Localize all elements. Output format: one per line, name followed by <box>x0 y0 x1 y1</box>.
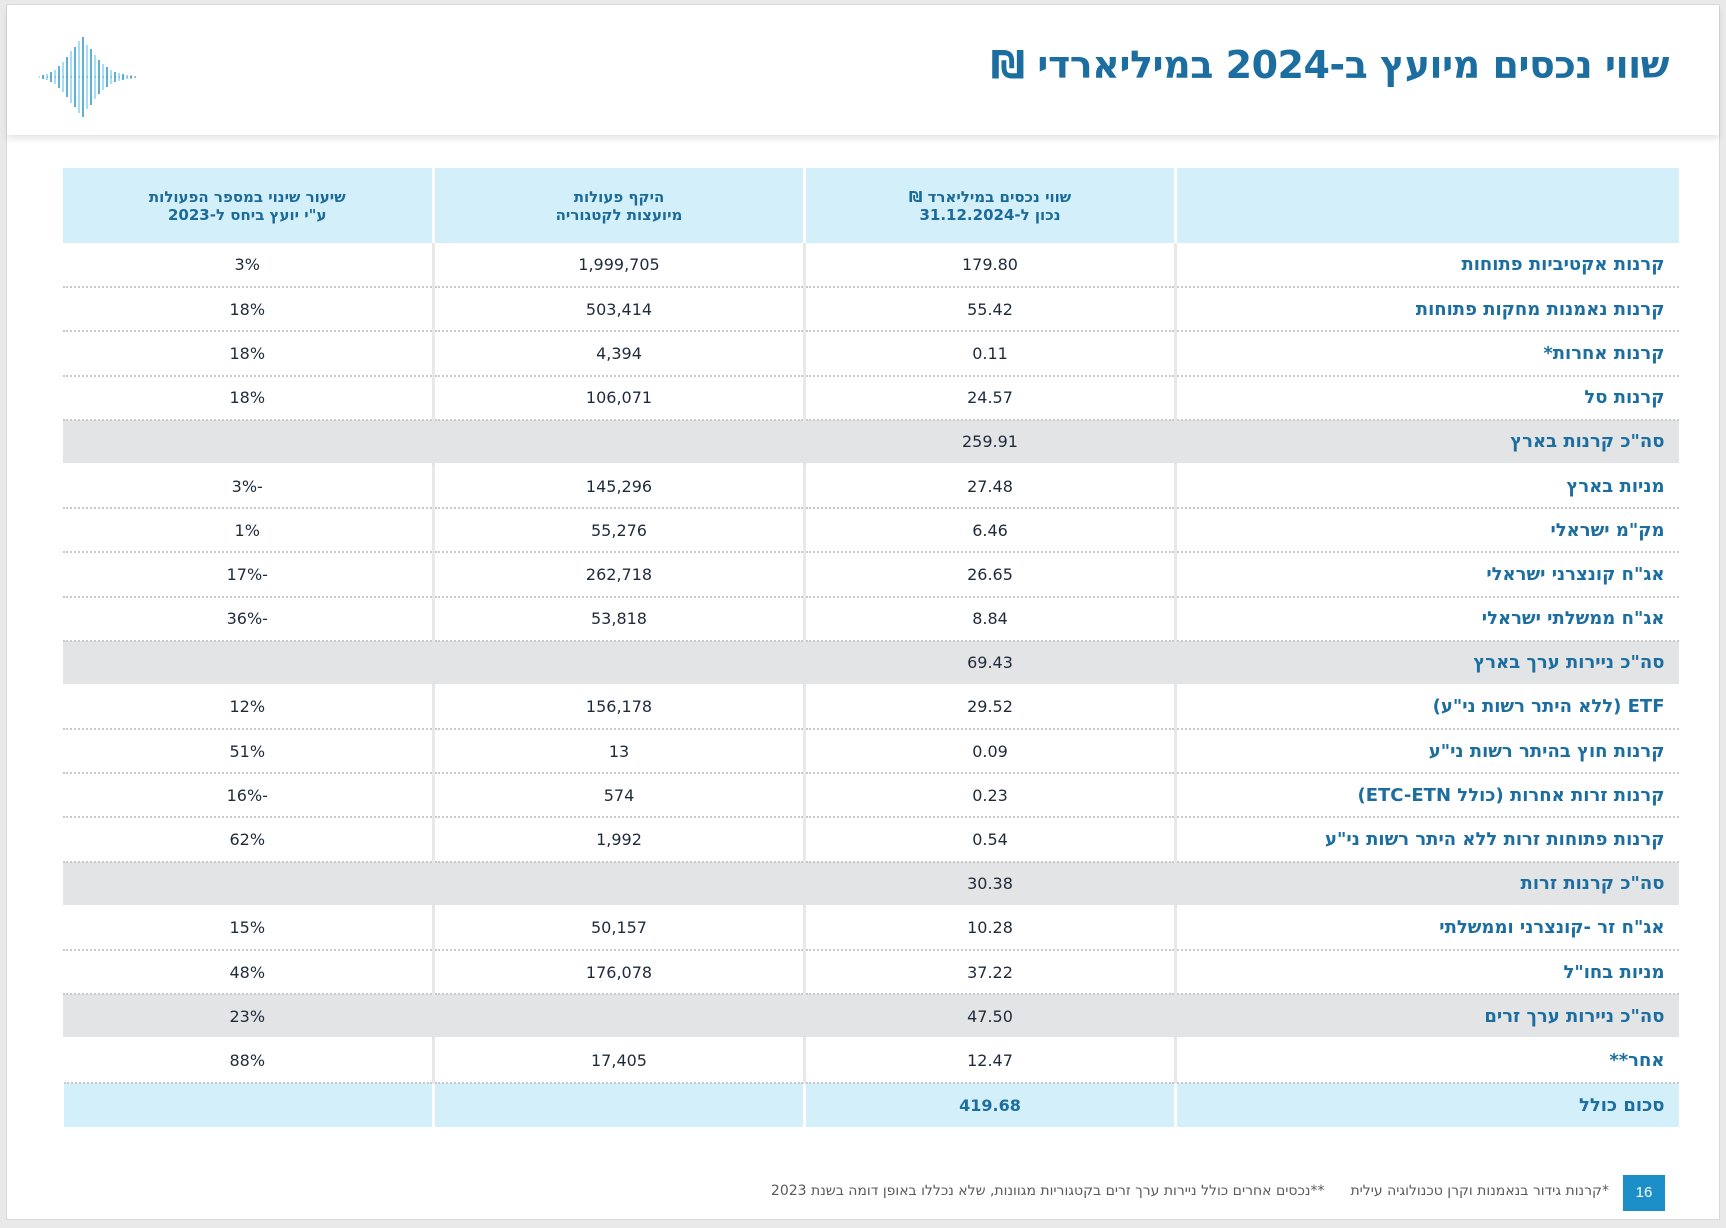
table-row <box>63 817 1679 861</box>
change-rate-cell: -3% <box>63 464 434 508</box>
change-rate-cell: 51% <box>63 729 434 773</box>
change-rate-cell: -36% <box>63 597 434 641</box>
category-cell: סה"כ קרנות בארץ <box>1176 420 1679 464</box>
change-rate-cell: 12% <box>63 685 434 729</box>
header-operations-volume <box>434 168 805 243</box>
asset-value-cell: 47.50 <box>805 994 1176 1038</box>
table-row <box>63 331 1679 375</box>
header-asset-value-line2: נכון ל-31.12.2024 <box>919 205 1061 224</box>
operations-cell: 574 <box>434 773 805 817</box>
table-row <box>63 243 1679 287</box>
change-rate-cell: 1% <box>63 508 434 552</box>
category-cell: ETF (ללא היתר רשות ני"ע) <box>1176 685 1679 729</box>
category-cell: מניות בארץ <box>1176 464 1679 508</box>
slide-header <box>7 5 1719 135</box>
category-cell: מניות בחו"ל <box>1176 950 1679 994</box>
asset-value-cell: 55.42 <box>805 287 1176 331</box>
change-rate-cell <box>63 862 434 906</box>
asset-value-cell: 0.09 <box>805 729 1176 773</box>
operations-cell: 50,157 <box>434 906 805 950</box>
operations-cell: 1,992 <box>434 817 805 861</box>
header-change-line2: ע"י יועץ ביחס ל-2023 <box>168 205 327 224</box>
category-cell: סכום כולל <box>1176 1083 1679 1127</box>
table-row <box>63 950 1679 994</box>
operations-cell: 156,178 <box>434 685 805 729</box>
table-header-row <box>63 168 1679 243</box>
asset-value-cell: 0.11 <box>805 331 1176 375</box>
header-asset-value-line1: שווי נכסים במיליארד ₪ <box>908 187 1072 206</box>
category-cell: סה"כ ניירות ערך בארץ <box>1176 641 1679 685</box>
page-number-badge: 16 <box>1623 1175 1665 1211</box>
category-cell: סה"כ ניירות ערך זרים <box>1176 994 1679 1038</box>
footnote-other-assets: **נכסים אחרים כולל ניירות ערך זרים בקטגוריות מגוונות, שלא נכללו באופן דומה בשנת 2023 <box>770 1183 1325 1199</box>
asset-value-cell: 12.47 <box>805 1038 1176 1082</box>
change-rate-cell: 15% <box>63 906 434 950</box>
operations-cell <box>434 862 805 906</box>
operations-cell: 145,296 <box>434 464 805 508</box>
table-row <box>63 906 1679 950</box>
header-change-rate <box>63 168 434 243</box>
change-rate-cell: 62% <box>63 817 434 861</box>
category-cell: אחר** <box>1176 1038 1679 1082</box>
operations-cell: 4,394 <box>434 331 805 375</box>
page-title: שווי נכסים מיועץ ב-2024 במיליארדי ₪ <box>990 43 1669 87</box>
change-rate-cell <box>63 641 434 685</box>
asset-value-cell: 419.68 <box>805 1083 1176 1127</box>
table-row <box>63 464 1679 508</box>
footnote-hedge-funds: *קרנות גידור בנאמנות וקרן טכנולוגיה עילית <box>1350 1183 1609 1199</box>
category-cell: קרנות פתוחות זרות ללא היתר רשות ני"ע <box>1176 817 1679 861</box>
change-rate-cell: 23% <box>63 994 434 1038</box>
table-row <box>63 552 1679 596</box>
change-rate-cell: -17% <box>63 552 434 596</box>
asset-value-cell: 259.91 <box>805 420 1176 464</box>
change-rate-cell <box>63 420 434 464</box>
header-operations-line1: היקף פעולות <box>573 187 665 206</box>
operations-cell: 262,718 <box>434 552 805 596</box>
asset-value-cell: 69.43 <box>805 641 1176 685</box>
category-cell: אג"ח קונצרני ישראלי <box>1176 552 1679 596</box>
asset-value-cell: 8.84 <box>805 597 1176 641</box>
asset-value-cell: 29.52 <box>805 685 1176 729</box>
asset-value-cell: 30.38 <box>805 862 1176 906</box>
operations-cell: 176,078 <box>434 950 805 994</box>
operations-cell: 55,276 <box>434 508 805 552</box>
operations-cell: 106,071 <box>434 376 805 420</box>
change-rate-cell: 48% <box>63 950 434 994</box>
asset-value-cell: 10.28 <box>805 906 1176 950</box>
category-cell: סה"כ קרנות זרות <box>1176 862 1679 906</box>
subtotal-row <box>63 994 1679 1038</box>
table-row <box>63 508 1679 552</box>
header-change-line1: שיעור שינוי במספר הפעולות <box>148 187 346 206</box>
category-cell: קרנות זרות אחרות (כולל ETC-ETN) <box>1176 773 1679 817</box>
change-rate-cell <box>63 1083 434 1127</box>
subtotal-row <box>63 862 1679 906</box>
operations-cell <box>434 420 805 464</box>
operations-cell <box>434 641 805 685</box>
grand-total-row <box>63 1083 1679 1127</box>
category-cell: קרנות אקטיביות פתוחות <box>1176 243 1679 287</box>
category-cell: קרנות אחרות* <box>1176 331 1679 375</box>
change-rate-cell: 18% <box>63 376 434 420</box>
operations-cell <box>434 1083 805 1127</box>
category-cell: אג"ח זר -קונצרני וממשלתי <box>1176 906 1679 950</box>
operations-cell: 503,414 <box>434 287 805 331</box>
asset-value-cell: 26.65 <box>805 552 1176 596</box>
asset-value-cell: 27.48 <box>805 464 1176 508</box>
table-row <box>63 287 1679 331</box>
category-cell: קרנות נאמנות מחקות פתוחות <box>1176 287 1679 331</box>
asset-value-cell: 24.57 <box>805 376 1176 420</box>
change-rate-cell: 3% <box>63 243 434 287</box>
asset-value-cell: 0.54 <box>805 817 1176 861</box>
table-row <box>63 729 1679 773</box>
slide <box>6 4 1720 1220</box>
table-row <box>63 685 1679 729</box>
operations-cell: 1,999,705 <box>434 243 805 287</box>
table-row <box>63 376 1679 420</box>
table-row <box>63 1038 1679 1082</box>
header-asset-value <box>805 168 1176 243</box>
slide-footer <box>7 1175 1719 1215</box>
asset-value-cell: 179.80 <box>805 243 1176 287</box>
asset-value-cell: 37.22 <box>805 950 1176 994</box>
assets-table <box>61 168 1679 1127</box>
table-row <box>63 597 1679 641</box>
assets-table-container <box>61 168 1677 1127</box>
subtotal-row <box>63 420 1679 464</box>
category-cell: אג"ח ממשלתי ישראלי <box>1176 597 1679 641</box>
category-cell: קרנות סל <box>1176 376 1679 420</box>
soundwave-logo-icon <box>35 29 145 125</box>
change-rate-cell: -16% <box>63 773 434 817</box>
change-rate-cell: 88% <box>63 1038 434 1082</box>
table-row <box>63 773 1679 817</box>
operations-cell: 13 <box>434 729 805 773</box>
header-category <box>1176 168 1679 243</box>
operations-cell: 17,405 <box>434 1038 805 1082</box>
subtotal-row <box>63 641 1679 685</box>
change-rate-cell: 18% <box>63 331 434 375</box>
asset-value-cell: 6.46 <box>805 508 1176 552</box>
change-rate-cell: 18% <box>63 287 434 331</box>
header-operations-line2: מיועצות לקטגוריה <box>555 205 683 224</box>
footnotes <box>745 1183 1609 1199</box>
asset-value-cell: 0.23 <box>805 773 1176 817</box>
category-cell: מק"מ ישראלי <box>1176 508 1679 552</box>
category-cell: קרנות חוץ בהיתר רשות ני"ע <box>1176 729 1679 773</box>
operations-cell: 53,818 <box>434 597 805 641</box>
operations-cell <box>434 994 805 1038</box>
